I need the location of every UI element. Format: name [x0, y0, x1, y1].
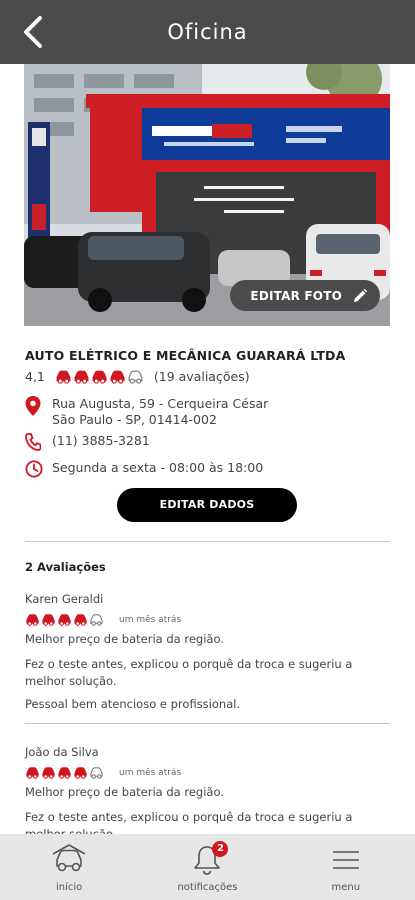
rating-value: 4,1	[25, 369, 45, 384]
nav-item-home[interactable]	[9, 834, 129, 893]
edit-photo-label: EDITAR FOTO	[250, 288, 342, 303]
car-rating-filled-icon	[73, 368, 90, 385]
address-line-2: São Paulo - SP, 01414-002	[52, 412, 217, 427]
phone-row[interactable]	[25, 433, 150, 455]
review-rating	[25, 765, 375, 780]
review-stars	[25, 765, 104, 780]
clock-icon	[25, 460, 43, 482]
review-card	[25, 745, 375, 843]
nav-item-menu[interactable]	[286, 834, 406, 893]
phone-number: (11) 3885-3281	[52, 433, 150, 448]
reviews-count: (19 avaliações)	[153, 369, 250, 384]
review-card	[25, 592, 375, 713]
opening-hours: Segunda a sexta - 08:00 às 18:00	[52, 460, 264, 475]
nav-item-notifications[interactable]	[147, 834, 267, 893]
review-text: Pessoal bem atencioso e profissional.	[25, 697, 241, 711]
address-row[interactable]	[25, 396, 268, 428]
car-rating-filled-icon	[57, 765, 72, 780]
edit-photo-button[interactable]	[230, 280, 380, 311]
car-rating-filled-icon	[25, 765, 40, 780]
edit-data-button[interactable]: EDITAR DADOS	[117, 488, 297, 522]
divider	[25, 723, 390, 724]
car-rating-filled-icon	[57, 612, 72, 627]
car-rating-empty-icon	[89, 612, 104, 627]
car-rating-filled-icon	[109, 368, 126, 385]
pencil-icon	[352, 288, 368, 304]
car-rating-filled-icon	[25, 612, 40, 627]
page-title: Oficina	[167, 20, 248, 44]
hamburger-menu-icon	[330, 844, 362, 876]
review-stars	[25, 612, 104, 627]
hours-row	[25, 460, 263, 482]
car-rating-filled-icon	[55, 368, 72, 385]
review-author: João da Silva	[25, 745, 99, 759]
app-header	[0, 0, 415, 64]
review-text: Fez o teste antes, explicou o porquê da troca e sugeriu a melhor solução.	[25, 657, 353, 688]
review-date: um mês atrás	[119, 767, 182, 778]
review-text: Fez o teste antes, explicou o porquê da troca e sugeriu a	[25, 810, 353, 824]
review-rating	[25, 612, 375, 627]
review-author: Karen Geraldi	[25, 592, 104, 606]
reviews-heading: 2 Avaliações	[25, 560, 106, 574]
nav-label: notificações	[177, 882, 238, 893]
notification-badge: 2	[212, 841, 228, 857]
car-rating-filled-icon	[73, 612, 88, 627]
car-home-icon	[51, 844, 87, 876]
phone-icon	[25, 433, 43, 455]
location-pin-icon	[25, 396, 43, 420]
car-rating-filled-icon	[91, 368, 108, 385]
car-rating-filled-icon	[41, 765, 56, 780]
review-text: Melhor preço de bateria da região.	[25, 632, 224, 646]
car-rating-empty-icon	[127, 368, 144, 385]
shop-photo	[24, 64, 390, 326]
review-date: um mês atrás	[119, 614, 182, 625]
nav-label: início	[56, 882, 83, 893]
car-rating-empty-icon	[89, 765, 104, 780]
rating-stars	[55, 368, 144, 385]
address-line-1: Rua Augusta, 59 - Cerqueira César	[52, 396, 269, 411]
shop-name: AUTO ELÉTRICO E MECÂNICA GUARARÁ LTDA	[25, 348, 346, 363]
car-rating-filled-icon	[73, 765, 88, 780]
divider	[25, 541, 390, 542]
review-text: Melhor preço de bateria da região.	[25, 785, 224, 799]
shop-rating	[25, 368, 250, 385]
car-rating-filled-icon	[41, 612, 56, 627]
bottom-navigation	[0, 834, 415, 900]
nav-label: menu	[331, 882, 361, 893]
